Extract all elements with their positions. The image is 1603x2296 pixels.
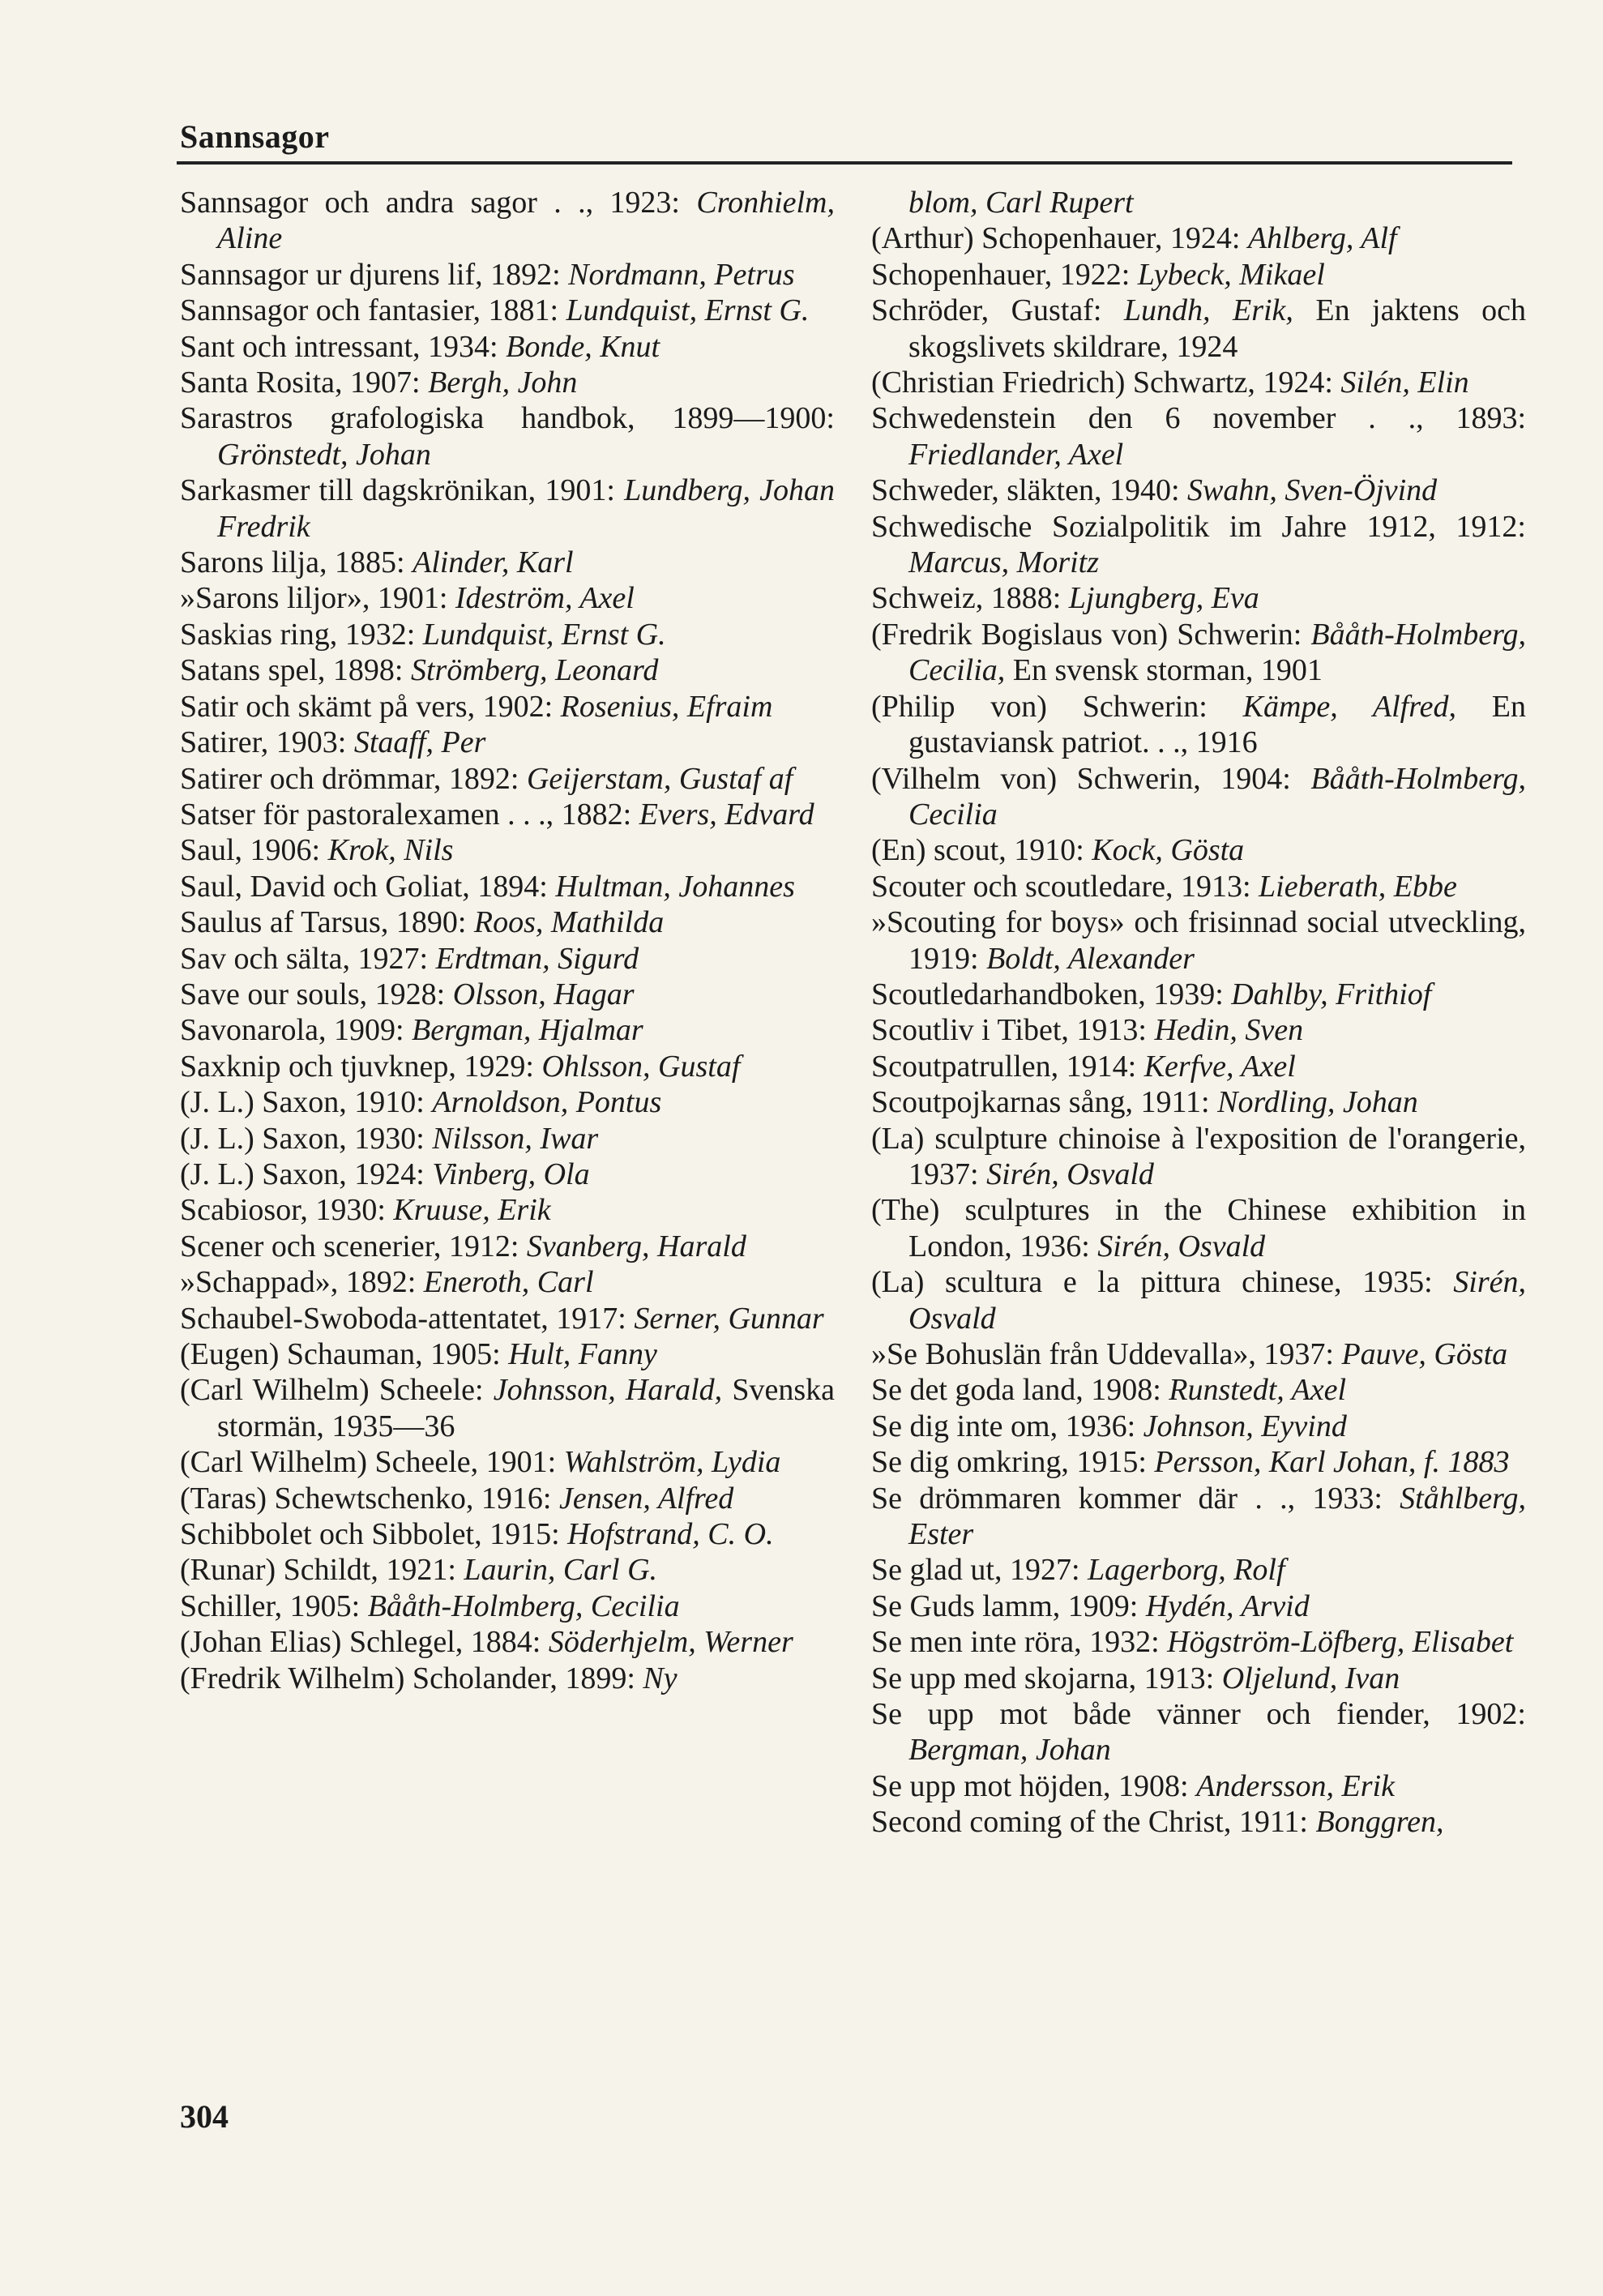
entry-author: Kruuse, Erik: [393, 1193, 551, 1228]
entry-title: Scoutpojkarnas sång, 1911:: [871, 1085, 1218, 1120]
entry-title: Schweder, släkten, 1940:: [871, 473, 1188, 508]
entry-title: Schwedenstein den 6 november . ., 1893:: [871, 401, 1526, 436]
entry-title: Santa Rosita, 1907:: [180, 366, 429, 400]
entry-author: Svanberg, Harald: [526, 1229, 746, 1263]
index-entry: [871, 1696, 1526, 1768]
entry-author: Lundquist, Ernst G.: [566, 293, 810, 328]
entry-title: Saul, David och Goliat, 1894:: [180, 869, 556, 904]
index-entry: [180, 869, 835, 904]
entry-title: »Se Bohuslän från Uddevalla», 1937:: [871, 1337, 1342, 1371]
index-entry: [180, 257, 835, 293]
entry-author: Arnoldson, Pontus: [432, 1085, 662, 1120]
entry-author: Kämpe, Alfred,: [1242, 689, 1456, 724]
index-entry: [871, 1624, 1526, 1660]
entry-title: Se men inte röra, 1932:: [871, 1625, 1168, 1660]
index-entry: [180, 1012, 835, 1048]
entry-author: Serner, Gunnar: [634, 1301, 824, 1336]
entry-author: Bonde, Knut: [506, 329, 660, 364]
entry-author: Bååth-Holmberg, Cecilia: [908, 761, 1526, 832]
index-entry: [180, 293, 835, 328]
entry-title: Se upp med skojarna, 1913:: [871, 1661, 1222, 1695]
index-entry: [180, 1661, 835, 1696]
entry-author: Swahn, Sven-Öjvind: [1187, 473, 1438, 508]
index-entry: [871, 1804, 1526, 1840]
index-entry: [180, 725, 835, 760]
entry-title: Scoutpatrullen, 1914:: [871, 1049, 1144, 1084]
index-entry: [871, 689, 1526, 761]
entry-title: Schröder, Gustaf:: [871, 293, 1124, 328]
index-entry: [180, 1301, 835, 1336]
entry-title: (La) sculpture chinoise à l'exposition de l'orangerie, 1937:: [871, 1121, 1526, 1191]
index-entry: [871, 977, 1526, 1012]
index-entry: [871, 293, 1526, 365]
entry-author: Cronhielm, Aline: [217, 186, 835, 256]
entry-title: Se drömmaren kommer där . ., 1933:: [871, 1481, 1400, 1516]
entry-author: Krok, Nils: [327, 833, 454, 868]
entry-author: Jensen, Alfred: [559, 1481, 734, 1516]
entry-title: »Sarons liljor», 1901:: [180, 581, 455, 616]
entry-title: »Schappad», 1892:: [180, 1265, 424, 1300]
entry-author: Grönstedt, Johan: [217, 437, 431, 472]
index-entry: [871, 1121, 1526, 1193]
entry-author: Bergman, Hjalmar: [412, 1013, 643, 1048]
index-entry: [871, 365, 1526, 400]
entry-author: Hult, Fanny: [508, 1337, 657, 1371]
entry-title: (Carl Wilhelm) Scheele:: [180, 1373, 494, 1408]
entry-author: Johnson, Eyvind: [1143, 1409, 1347, 1443]
entry-title: (Fredrik Wilhelm) Scholander, 1899:: [180, 1661, 643, 1695]
index-entry: [180, 1444, 835, 1480]
entry-author: Eneroth, Carl: [423, 1265, 594, 1300]
index-entry: [871, 761, 1526, 833]
entry-author: Bååth-Holmberg, Cecilia,: [908, 617, 1526, 688]
index-entry: [871, 1264, 1526, 1336]
index-entry: [180, 1121, 835, 1157]
entry-title: Scouter och scoutledare, 1913:: [871, 869, 1259, 904]
index-entry: [180, 1049, 835, 1084]
entry-author: Olsson, Hagar: [452, 977, 635, 1011]
entry-author: Ny: [643, 1661, 678, 1695]
entry-author: Hydén, Arvid: [1145, 1588, 1310, 1623]
entry-author: Lybeck, Mikael: [1137, 257, 1325, 292]
entry-title: Saulus af Tarsus, 1890:: [180, 905, 474, 940]
entry-author: Oljelund, Ivan: [1221, 1661, 1400, 1695]
entry-title: Schaubel-Swoboda-attentatet, 1917:: [180, 1301, 635, 1336]
entry-title: Saxknip och tjuvknep, 1929:: [180, 1049, 542, 1084]
entry-author: Geijerstam, Gustaf af: [526, 761, 793, 796]
entry-title: Saskias ring, 1932:: [180, 617, 423, 652]
entry-author: Sirén, Osvald: [986, 1157, 1154, 1191]
index-entry: [871, 1768, 1526, 1804]
index-entry: [871, 617, 1526, 689]
index-entry: [180, 1336, 835, 1372]
entry-title: Scener och scenerier, 1912:: [180, 1229, 527, 1263]
entry-author: Lundberg, Johan Fredrik: [217, 473, 835, 544]
index-entry: [180, 472, 835, 545]
entry-title: Se glad ut, 1927:: [871, 1553, 1088, 1588]
entry-author: Hultman, Johannes: [555, 869, 795, 904]
index-entry: [180, 617, 835, 652]
entry-author: Evers, Edvard: [639, 797, 814, 832]
index-entry: [180, 1552, 835, 1588]
entry-author: Lundh, Erik,: [1123, 293, 1293, 328]
entry-title: (Arthur) Schopenhauer, 1924:: [871, 221, 1248, 256]
entry-title: (Eugen) Schauman, 1905:: [180, 1337, 509, 1371]
index-entry: [180, 329, 835, 365]
index-entry: [180, 1624, 835, 1660]
entry-title: Sarons lilja, 1885:: [180, 545, 413, 580]
entry-title: (Philip von) Schwerin:: [871, 689, 1243, 724]
entry-author: Bergh, John: [428, 366, 578, 400]
index-entry: [871, 904, 1526, 977]
entry-author: Nordmann, Petrus: [568, 257, 795, 292]
index-entry: [871, 1049, 1526, 1084]
entry-title: (En) scout, 1910:: [871, 833, 1092, 868]
entry-author: Johnsson, Harald,: [493, 1373, 723, 1408]
index-entry: [871, 472, 1526, 508]
index-entry: [871, 1552, 1526, 1588]
entry-title: (Runar) Schildt, 1921:: [180, 1553, 464, 1588]
entry-author: Wahlström, Lydia: [563, 1445, 781, 1480]
index-entry: [871, 400, 1526, 472]
index-entry: [180, 797, 835, 832]
entry-title: Scoutledarhandboken, 1939:: [871, 977, 1232, 1011]
index-entry: [871, 869, 1526, 904]
entry-title: Sannsagor och andra sagor . ., 1923:: [180, 186, 697, 220]
index-entry: [180, 904, 835, 940]
index-entry: [871, 1409, 1526, 1444]
entry-title: Satser för pastoralexamen . . ., 1882:: [180, 797, 639, 832]
index-entry: [180, 761, 835, 797]
index-entry: [871, 1336, 1526, 1372]
index-entry: [871, 1372, 1526, 1408]
entry-author: Pauve, Gösta: [1341, 1337, 1508, 1371]
entry-author: Lundquist, Ernst G.: [422, 617, 666, 652]
entry-author: Strömberg, Leonard: [410, 653, 659, 688]
entry-title: Sannsagor och fantasier, 1881:: [180, 293, 566, 328]
entry-author: Alinder, Karl: [413, 545, 574, 580]
entry-title: (La) scultura e la pittura chinese, 1935:: [871, 1265, 1454, 1300]
index-entry: [180, 1588, 835, 1624]
entry-title: (Johan Elias) Schlegel, 1884:: [180, 1625, 549, 1660]
entry-title: Scoutliv i Tibet, 1913:: [871, 1013, 1155, 1048]
entry-note: En svensk storman, 1901: [1005, 653, 1323, 688]
index-entry: [180, 400, 835, 472]
entry-author: Kock, Gösta: [1092, 833, 1245, 868]
entry-author: blom, Carl Rupert: [908, 186, 1134, 220]
entry-title: (J. L.) Saxon, 1924:: [180, 1157, 433, 1191]
entry-title: Saul, 1906:: [180, 833, 328, 868]
index-entry: [180, 1229, 835, 1264]
entry-title: Savonarola, 1909:: [180, 1013, 413, 1048]
entry-title: Sarastros grafologiska handbok, 1899—1900:: [180, 401, 835, 436]
entry-author: Sirén, Osvald: [1097, 1229, 1266, 1263]
index-entry: [180, 652, 835, 688]
entry-author: Lieberath, Ebbe: [1259, 869, 1457, 904]
index-entry: [871, 1481, 1526, 1553]
entry-title: Schiller, 1905:: [180, 1588, 368, 1623]
index-entry: [180, 185, 835, 257]
entry-note: Svenska stormän, 1935—36: [217, 1373, 836, 1443]
entry-title: Schopenhauer, 1922:: [871, 257, 1138, 292]
index-entry: [180, 1264, 835, 1300]
entry-title: Satirer, 1903:: [180, 725, 354, 760]
entry-title: Schwedische Sozialpolitik im Jahre 1912, 1912:: [871, 509, 1526, 544]
entry-author: Lagerborg, Rolf: [1088, 1553, 1285, 1588]
entry-author: Bergman, Johan: [908, 1733, 1111, 1768]
header-rule: [177, 161, 1512, 165]
index-entry: [180, 545, 835, 580]
index-entry: [871, 1192, 1526, 1264]
entry-title: Sav och sälta, 1927:: [180, 941, 436, 976]
entry-author: Ljungberg, Eva: [1068, 581, 1259, 616]
entry-title: (Vilhelm von) Schwerin, 1904:: [871, 761, 1311, 796]
entry-title: (J. L.) Saxon, 1930:: [180, 1121, 433, 1156]
entry-author: Boldt, Alexander: [986, 941, 1195, 976]
index-entry: [871, 1588, 1526, 1624]
index-entry: [871, 220, 1526, 256]
entry-title: Schweiz, 1888:: [871, 581, 1069, 616]
entry-author: Vinberg, Ola: [432, 1157, 590, 1191]
entry-author: Silén, Elin: [1340, 366, 1469, 400]
entry-author: Hofstrand, C. O.: [567, 1517, 774, 1552]
entry-title: Satirer och drömmar, 1892:: [180, 761, 527, 796]
entry-author: Högström-Löfberg, Elisabet: [1167, 1625, 1514, 1660]
index-entry: [180, 1084, 835, 1120]
entry-author: Runstedt, Axel: [1169, 1373, 1347, 1408]
entry-title: (Fredrik Bogislaus von) Schwerin:: [871, 617, 1311, 652]
entry-title: Sannsagor ur djurens lif, 1892:: [180, 257, 569, 292]
entry-author: Persson, Karl Johan, f. 1883: [1154, 1445, 1510, 1480]
entry-title: Se upp mot både vänner och fiender, 1902:: [871, 1697, 1526, 1732]
index-entry: [871, 832, 1526, 868]
entry-author: Andersson, Erik: [1196, 1768, 1395, 1803]
running-head: Sannsagor: [180, 118, 330, 155]
index-entry: [871, 509, 1526, 581]
index-entry: [871, 185, 1526, 220]
index-entry: [180, 365, 835, 400]
entry-title: Scabiosor, 1930:: [180, 1193, 394, 1228]
entry-title: Schibbolet och Sibbolet, 1915:: [180, 1517, 568, 1552]
entry-title: (Carl Wilhelm) Scheele, 1901:: [180, 1445, 564, 1480]
entry-author: Hedin, Sven: [1154, 1013, 1304, 1048]
entry-note: En jaktens och skogslivets skildrare, 1924: [908, 293, 1526, 364]
entry-title: Se Guds lamm, 1909:: [871, 1588, 1146, 1623]
index-entry: [871, 1661, 1526, 1696]
entry-author: Nilsson, Iwar: [432, 1121, 599, 1156]
index-entry: [871, 1084, 1526, 1120]
entry-author: Bonggren,: [1315, 1805, 1444, 1840]
entry-author: Sirén, Osvald: [908, 1265, 1526, 1336]
entry-note: En gustaviansk patriot. . ., 1916: [908, 689, 1527, 760]
index-entry: [180, 1192, 835, 1228]
entry-author: Nordling, Johan: [1217, 1085, 1418, 1120]
entry-title: Sarkasmer till dagskrönikan, 1901:: [180, 473, 625, 508]
index-entry: [871, 257, 1526, 293]
entry-author: Marcus, Moritz: [908, 545, 1100, 580]
index-entry: [180, 1157, 835, 1192]
index-entry: [180, 580, 835, 616]
page-number: 304: [180, 2098, 229, 2135]
left-column: [180, 185, 835, 1696]
index-entry: [180, 941, 835, 977]
entry-author: Dahlby, Frithiof: [1231, 977, 1432, 1011]
entry-title: (Christian Friedrich) Schwartz, 1924:: [871, 366, 1341, 400]
entry-author: Staaff, Per: [353, 725, 486, 760]
right-column: [871, 185, 1526, 1841]
entry-author: Ahlberg, Alf: [1247, 221, 1397, 256]
entry-title: »Scouting for boys» och frisinnad social utveckling, 1919:: [871, 905, 1526, 976]
entry-title: (J. L.) Saxon, 1910:: [180, 1085, 433, 1120]
entry-title: Save our souls, 1928:: [180, 977, 453, 1011]
index-entry: [871, 1444, 1526, 1480]
entry-title: Second coming of the Christ, 1911:: [871, 1805, 1316, 1840]
entry-author: Friedlander, Axel: [908, 437, 1124, 472]
entry-author: Roos, Mathilda: [473, 905, 665, 940]
entry-title: Se dig omkring, 1915:: [871, 1445, 1155, 1480]
index-entry: [180, 832, 835, 868]
entry-author: Ideström, Axel: [455, 581, 635, 616]
entry-author: Bååth-Holmberg, Cecilia: [367, 1588, 680, 1623]
entry-author: Laurin, Carl G.: [464, 1553, 658, 1588]
entry-title: (Taras) Schewtschenko, 1916:: [180, 1481, 559, 1516]
entry-title: (The) sculptures in the Chinese exhibition in London, 1936:: [871, 1193, 1526, 1263]
entry-author: Erdtman, Sigurd: [435, 941, 639, 976]
entry-title: Se upp mot höjden, 1908:: [871, 1768, 1197, 1803]
entry-author: Söderhjelm, Werner: [548, 1625, 793, 1660]
index-entry: [871, 580, 1526, 616]
entry-title: Sant och intressant, 1934:: [180, 329, 507, 364]
entry-title: Satir och skämt på vers, 1902:: [180, 689, 561, 724]
entry-author: Rosenius, Efraim: [560, 689, 773, 724]
entry-author: Ståhlberg, Ester: [908, 1481, 1526, 1552]
index-entry: [871, 1012, 1526, 1048]
entry-title: Satans spel, 1898:: [180, 653, 411, 688]
index-entry: [180, 1516, 835, 1552]
index-entry: [180, 1481, 835, 1516]
entry-author: Ohlsson, Gustaf: [541, 1049, 741, 1084]
entry-title: Se dig inte om, 1936:: [871, 1409, 1143, 1443]
index-entry: [180, 977, 835, 1012]
index-entry: [180, 1372, 835, 1444]
entry-author: Kerfve, Axel: [1143, 1049, 1296, 1084]
index-entry: [180, 689, 835, 725]
entry-title: Se det goda land, 1908:: [871, 1373, 1169, 1408]
